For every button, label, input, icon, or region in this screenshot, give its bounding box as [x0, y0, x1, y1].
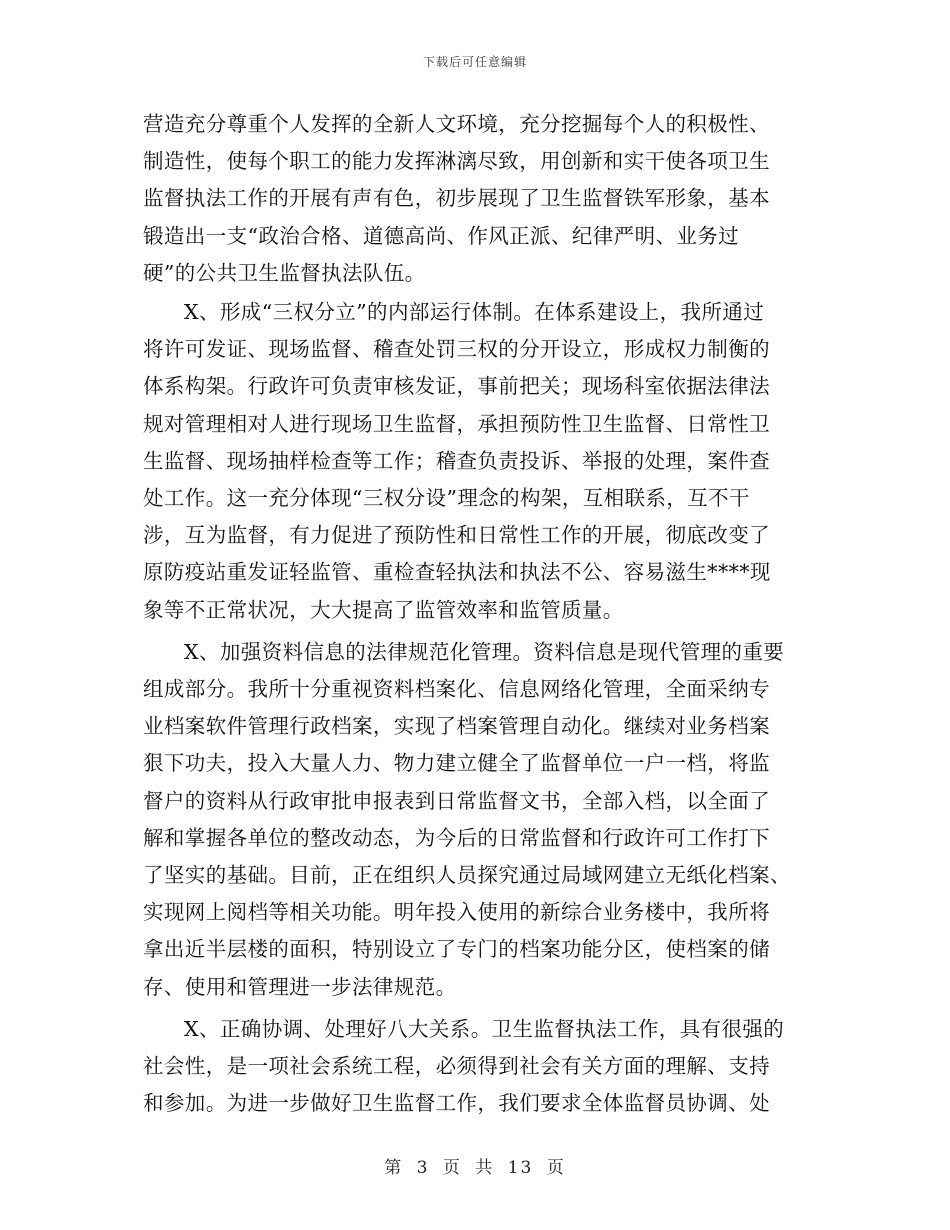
header-note: 下载后可任意编辑 [422, 55, 527, 69]
paragraph-4: X、正确协调、处理好八大关系。卫生监督执法工作，具有很强的 社会性，是一项社会系统工程，必须得到社会有关方面的理解、支持 和参加。为进一步做好卫生监督工作，我们要求全体监督员协调、处 [143, 1016, 785, 1116]
page-number-footer: 第 3 页 共 13 页 [384, 1158, 566, 1178]
body-text [143, 106, 807, 1122]
paragraph-3: X、加强资料信息的法律规范化管理。资料信息是现代管理的重要 组成部分。我所十分重视资料档案化、信息网络化管理，全面采纳专 业档案软件管理行政档案，实现了档案管理自动化。继续对业务档案 狠下功夫，投入大量人力、物力建立健全了监督单位一户一档，将监 督户的资料从行政审批申报表到日常监督文书，全部入档，以全面了 解和掌握各单位的整改动态，为今后的日常监督和行政许可工作打下 了坚实的基础。目前，正在组织人员探究通过局域网建立无纸化档案、 实现网上阅档等相关功能。明年投入使用的新综合业务楼中，我所将 拿出近半层楼的面积，特别设立了专门的档案功能分区，使档案的储 存、使用和管理进一步法律规范。 [143, 639, 791, 999]
paragraph-1: 营造充分尊重个人发挥的全新人文环境，充分挖掘每个人的积极性、 制造性，使每个职工的能力发挥淋漓尽致，用创新和实干使各项卫生 监督执法工作的开展有声有色，初步展现了卫生监督铁军形象，基本 锻造出一支“政治合格、道德高尚、作风正派、纪律严明、业务过 硬”的公共卫生监督执法队伍。 [143, 112, 770, 285]
paragraph-2: X、形成“三权分立”的内部运行体制。在体系建设上，我所通过 将许可发证、现场监督、稽查处罚三权的分开设立，形成权力制衡的 体系构架。行政许可负责审核发证，事前把关；现场科室依据法律法 规对管理相对人进行现场卫生监督，承担预防性卫生监督、日常性卫 生监督、现场抽样检查等工作；稽查负责投诉、举报的处理，案件查 处工作。这一充分体现“三权分设”理念的构架，互相联系，互不干 涉，互为监督，有力促进了预防性和日常性工作的开展，彻底改变了 原防疫站重发证轻监管、重检查轻执法和执法不公、容易滋生****现 象等不正常状况，大大提高了监管效率和监管质量。 [143, 300, 771, 622]
